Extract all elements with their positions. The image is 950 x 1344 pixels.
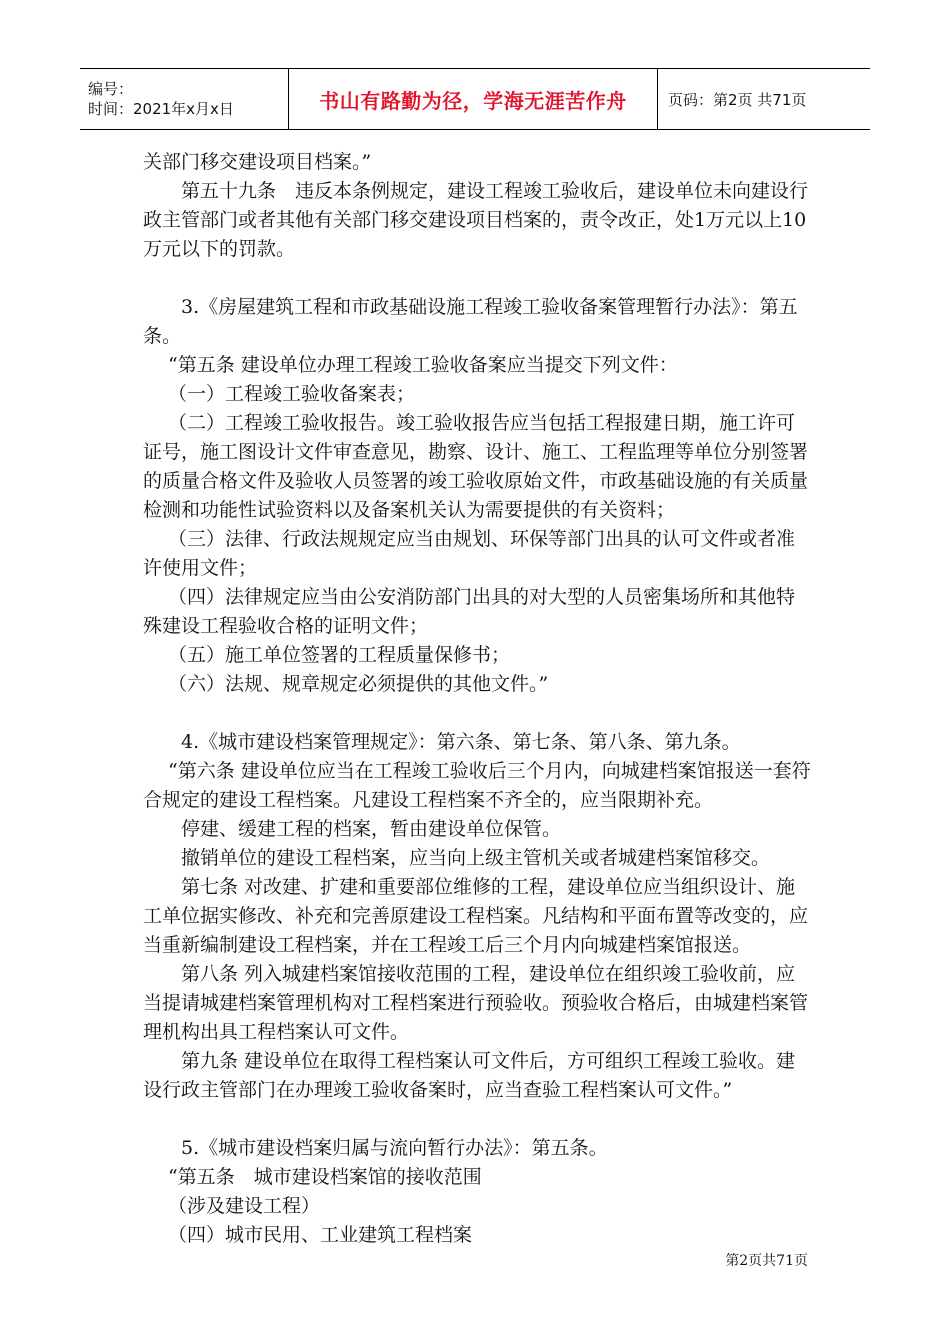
body-paragraph: （四）城市民用、工业建筑工程档案 xyxy=(162,1224,473,1246)
body-paragraph: （一）工程竣工验收备案表； xyxy=(162,383,416,405)
body-paragraph: 第九条 建设单位在取得工程档案认可文件后，方可组织工程竣工验收。建设行政主管部门在办理竣工验收备案时，应当查验工程档案认可文件。” xyxy=(143,1050,796,1101)
body-paragraph: （三）法律、行政法规规定应当由规划、环保等部门出具的认可文件或者准许使用文件； xyxy=(143,528,796,579)
body-paragraph: （四）法律规定应当由公安消防部门出具的对大型的人员密集场所和其他特殊建设工程验收合格的证明文件； xyxy=(143,586,796,637)
body-paragraph: “第五条 建设单位办理工程竣工验收备案应当提交下列文件： xyxy=(162,354,678,376)
document-time-label: 时间：2021年x月x日 xyxy=(88,100,234,118)
body-paragraph: 撤销单位的建设工程档案，应当向上级主管机关或者城建档案馆移交。 xyxy=(181,847,771,869)
header-page-number: 页码：第2页 共71页 xyxy=(668,90,807,109)
header-page-cell xyxy=(658,69,870,129)
body-paragraph: 第八条 列入城建档案馆接收范围的工程，建设单位在组织竣工验收前，应当提请城建档案管理机构对工程档案进行预验收。预验收合格后，由城建档案管理机构出具工程档案认可文件。 xyxy=(143,963,809,1043)
body-paragraph: （涉及建设工程） xyxy=(162,1195,321,1217)
page-header xyxy=(80,68,870,130)
body-paragraph: 停建、缓建工程的档案，暂由建设单位保管。 xyxy=(181,818,562,840)
body-paragraph: 3.《房屋建筑工程和市政基础设施工程竣工验收备案管理暂行办法》：第五条。 xyxy=(143,296,798,347)
body-paragraph: 5.《城市建设档案归属与流向暂行办法》：第五条。 xyxy=(181,1137,608,1159)
body-paragraph: “第六条 建设单位应当在工程竣工验收后三个月内，向城建档案馆报送一套符合规定的建设工程档案。凡建设工程档案不齐全的，应当限期补充。 xyxy=(143,760,811,811)
header-motto: 书山有路勤为径，学海无涯苦作舟 xyxy=(319,88,627,113)
paragraph-gap xyxy=(143,1105,813,1134)
body-paragraph: （二）工程竣工验收报告。竣工验收报告应当包括工程报建日期，施工许可证号，施工图设计文件审查意见，勘察、设计、施工、工程监理等单位分别签署的质量合格文件及验收人员签署的竣工验收原始文件，市政基础设施的有关质量检测和功能性试验资料以及备案机关认为需要提供的有关资料； xyxy=(143,412,809,521)
body-paragraph: 4.《城市建设档案管理规定》：第六条、第七条、第八条、第九条。 xyxy=(181,731,741,753)
document-number-label: 编号： xyxy=(88,80,134,98)
header-meta xyxy=(80,69,289,129)
body-paragraph: （五）施工单位签署的工程质量保修书； xyxy=(162,644,511,666)
body-paragraph: 第七条 对改建、扩建和重要部位维修的工程，建设单位应当组织设计、施工单位据实修改、补充和完善原建设工程档案。凡结构和平面布置等改变的，应当重新编制建设工程档案，并在工程竣工后三个月内向城建档案馆报送。 xyxy=(143,876,809,956)
paragraph-gap xyxy=(143,264,813,293)
header-motto-cell xyxy=(289,69,658,129)
body-paragraph: 第五十九条 违反本条例规定，建设工程竣工验收后，建设单位未向建设行政主管部门或者其他有关部门移交建设项目档案的，责令改正，处1万元以上10万元以下的罚款。 xyxy=(143,180,809,260)
document-body xyxy=(143,148,813,1250)
body-paragraph: （六）法规、规章规定必须提供的其他文件。” xyxy=(162,673,549,695)
body-paragraph: “第五条 城市建设档案馆的接收范围 xyxy=(162,1166,482,1188)
body-paragraph: 关部门移交建设项目档案。” xyxy=(143,151,372,173)
footer-page-number: 第2页共71页 xyxy=(725,1253,808,1269)
paragraph-gap xyxy=(143,699,813,728)
